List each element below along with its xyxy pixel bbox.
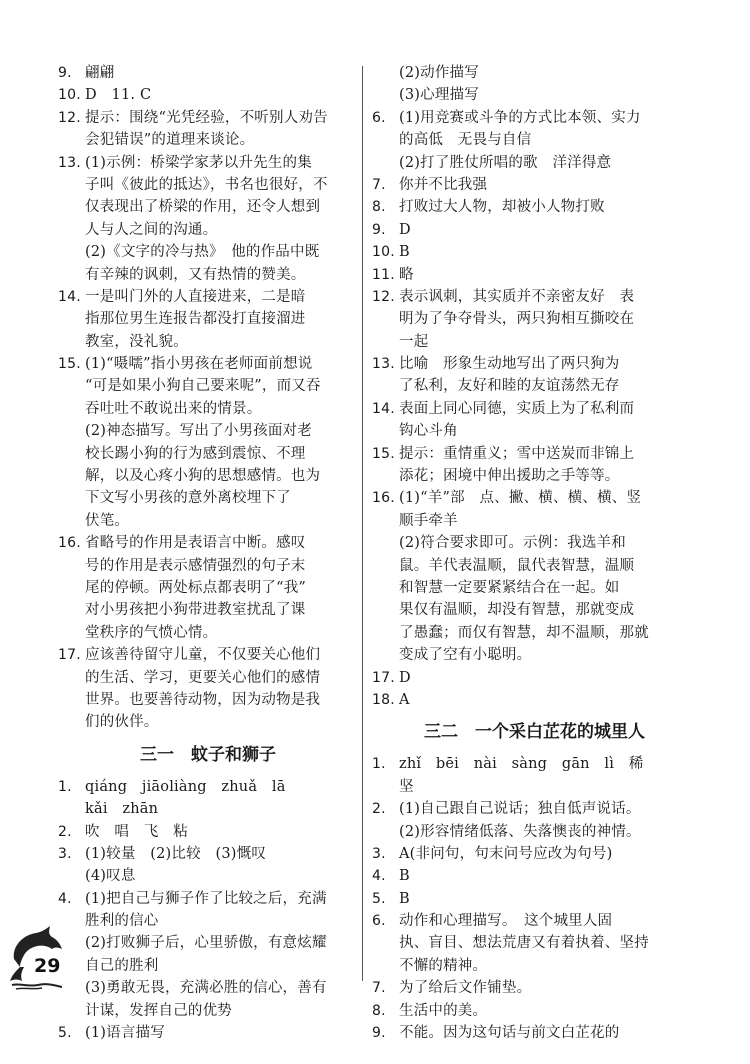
answer-text: (1)示例：桥梁学家茅以升先生的集 xyxy=(85,154,312,171)
answer-line xyxy=(58,219,358,241)
answer-text: (1)“嗫嚅”指小男孩在老师面前想说 xyxy=(85,356,313,373)
answer-line xyxy=(58,241,358,263)
answer-line xyxy=(372,667,697,689)
answer-line xyxy=(372,286,697,308)
answer-line xyxy=(58,910,358,932)
answer-line xyxy=(372,398,697,420)
answer-text: (3)心理描写 xyxy=(399,87,479,104)
answer-text: 省略号的作用是表语言中断。感叹 xyxy=(85,535,306,552)
answer-line xyxy=(372,622,697,644)
question-number: 9. xyxy=(372,221,386,238)
answer-text: 提示：围绕“光凭经验，不听别人劝告 xyxy=(85,109,328,126)
answer-line xyxy=(58,711,358,733)
answer-line xyxy=(58,264,358,286)
left-column xyxy=(58,62,358,1044)
answer-text: (2)动作描写 xyxy=(399,65,479,81)
answer-text: 尾的停顿。两处标点都表明了“我” xyxy=(85,579,307,596)
question-number: 10. xyxy=(58,87,81,104)
answer-line xyxy=(372,798,697,820)
answer-line xyxy=(372,331,697,353)
question-number: 14. xyxy=(372,400,395,417)
answer-text: 钩心斗角 xyxy=(399,423,458,440)
question-number: 14. xyxy=(58,288,81,305)
question-number: 13. xyxy=(372,356,395,373)
answer-line xyxy=(372,1000,697,1022)
question-number: 4. xyxy=(372,868,386,885)
answer-line xyxy=(372,443,697,465)
answer-text: 校长踢小狗的行为感到震惊、不理 xyxy=(85,445,306,462)
answer-text: 计谋，发挥自己的优势 xyxy=(85,1002,232,1019)
answer-text: A(非问句，句末问号应改为句号) xyxy=(399,845,613,862)
answer-text: 吞吐吐不敢说出来的情景。 xyxy=(85,400,262,417)
answer-text: 伏笔。 xyxy=(85,512,130,529)
question-number: 17. xyxy=(372,669,395,686)
answer-line xyxy=(372,196,697,218)
answer-line xyxy=(372,888,697,910)
answer-text: 略 xyxy=(399,266,414,283)
question-number: 5. xyxy=(58,1025,72,1042)
answer-line xyxy=(58,1022,358,1044)
question-number: 12. xyxy=(372,288,395,305)
question-number: 1. xyxy=(372,756,386,773)
answer-line xyxy=(58,798,358,820)
answer-line xyxy=(372,753,697,775)
answer-text: 表示讽刺，其实质并不亲密友好 表 xyxy=(399,288,635,305)
question-number: 9. xyxy=(372,1025,386,1042)
answer-line xyxy=(58,577,358,599)
answer-line xyxy=(58,821,358,843)
answer-text: 明为了争夺骨头，两只狗相互撕咬在 xyxy=(399,311,635,328)
answer-text: 为了给后文作铺垫。 xyxy=(399,980,532,997)
answer-line xyxy=(372,129,697,151)
answer-text: (2)打了胜仗所唱的歌 洋洋得意 xyxy=(399,154,612,171)
answer-line xyxy=(372,353,697,375)
answer-text: 表面上同心同德，实质上为了私利而 xyxy=(399,400,635,417)
answer-text: 的生活、学习，更要关心他们的感情 xyxy=(85,669,321,686)
answer-text: 胜利的信心 xyxy=(85,913,159,930)
answer-text: 下文写小男孩的意外离校埋下了 xyxy=(85,490,291,507)
answer-text: 不懈的精神。 xyxy=(399,957,488,974)
question-number: 2. xyxy=(372,801,386,818)
answer-line xyxy=(372,420,697,442)
answer-line xyxy=(58,622,358,644)
answer-text: 动作和心理描写。 这个城里人固 xyxy=(399,913,613,930)
answer-text: zhǐ bēi nài sàng gān lì 稀 xyxy=(399,756,644,773)
answer-line xyxy=(372,577,697,599)
answer-text: 果仅有温顺，却没有智慧，那就变成 xyxy=(399,602,635,619)
answer-line xyxy=(58,286,358,308)
answer-line xyxy=(58,62,358,84)
answer-text: 吹 唱 飞 粘 xyxy=(85,823,188,840)
answer-text: (4)叹息 xyxy=(85,868,136,885)
answer-line xyxy=(58,196,358,218)
answer-text: (1)把自己与狮子作了比较之后，充满 xyxy=(85,890,327,907)
answer-line xyxy=(58,644,358,666)
answer-line xyxy=(58,843,358,865)
answer-line xyxy=(58,487,358,509)
answer-text: 变成了空有小聪明。 xyxy=(399,647,532,664)
question-number: 15. xyxy=(58,356,81,373)
question-number: 6. xyxy=(372,913,386,930)
answer-text: B xyxy=(399,244,410,261)
answer-line xyxy=(372,510,697,532)
question-number: 16. xyxy=(58,535,81,552)
answer-text: (1)“羊”部 点、撇、横、横、横、竖 xyxy=(399,490,642,507)
answer-text: 子叫《彼此的抵达》，书名也很好，不 xyxy=(85,176,328,193)
answer-text: 坚 xyxy=(399,778,414,795)
answer-line xyxy=(58,375,358,397)
answer-text: (2)《文字的冷与热》 他的作品中既 xyxy=(85,244,320,261)
answer-line xyxy=(372,375,697,397)
answer-text: 比喻 形象生动地写出了两只狗为 xyxy=(399,356,620,373)
question-number: 8. xyxy=(372,199,386,216)
answer-line xyxy=(372,932,697,954)
answer-text: D xyxy=(399,221,411,238)
answer-line xyxy=(58,420,358,442)
answer-text: 应该善待留守儿童，不仅要关心他们 xyxy=(85,647,321,664)
answer-line xyxy=(372,977,697,999)
answer-line xyxy=(58,776,358,798)
answer-text: (1)自己跟自己说话；独自低声说话。 xyxy=(399,801,641,818)
answer-line xyxy=(372,84,697,106)
answer-line xyxy=(372,487,697,509)
answer-line xyxy=(372,555,697,577)
question-number: 18. xyxy=(372,691,395,708)
answer-text: 添花；困境中伸出援助之手等等。 xyxy=(399,468,620,485)
question-number: 7. xyxy=(372,176,386,193)
answer-text: 生活中的美。 xyxy=(399,1002,488,1019)
answer-text: B xyxy=(399,890,410,907)
answer-text: (2)形容情绪低落、失落懊丧的神情。 xyxy=(399,823,641,840)
answer-line xyxy=(372,599,697,621)
answer-text: 指那位男生连报告都没打直接溜进 xyxy=(85,311,306,328)
answer-text: kǎi zhān xyxy=(85,801,159,818)
answer-line xyxy=(372,62,697,84)
answer-line xyxy=(58,107,358,129)
answer-text: D 11. C xyxy=(85,87,152,104)
question-number: 16. xyxy=(372,490,395,507)
question-number: 10. xyxy=(372,244,395,261)
question-number: 17. xyxy=(58,647,81,664)
question-number: 7. xyxy=(372,980,386,997)
answer-line xyxy=(58,932,358,954)
answer-line xyxy=(372,174,697,196)
question-number: 15. xyxy=(372,445,395,462)
answer-text: 会犯错误”的道理来谈论。 xyxy=(85,132,255,149)
answer-line xyxy=(58,174,358,196)
answer-line xyxy=(58,1000,358,1022)
answer-line xyxy=(58,888,358,910)
answer-line xyxy=(372,644,697,666)
right-column xyxy=(372,62,697,1044)
answer-text: 自己的胜利 xyxy=(85,957,159,974)
section-heading: 三一 蚊子和狮子 xyxy=(140,744,276,765)
answer-text: 提示：重情重义；雪中送炭而非锦上 xyxy=(399,445,635,462)
answer-line xyxy=(58,689,358,711)
answer-line xyxy=(58,84,358,106)
answer-text: 执、盲目、想法荒唐又有着执着、坚持 xyxy=(399,935,649,952)
answer-line xyxy=(58,865,358,887)
answer-text: D xyxy=(399,669,411,686)
answer-text: (3)勇敢无畏，充满必胜的信心，善有 xyxy=(85,980,327,997)
question-number: 2. xyxy=(58,823,72,840)
answer-text: 仅表现出了桥梁的作用，还令人想到 xyxy=(85,199,321,216)
answer-text: 堂秩序的气愤心情。 xyxy=(85,624,218,641)
question-number: 3. xyxy=(372,845,386,862)
answer-line xyxy=(58,532,358,554)
question-number: 12. xyxy=(58,109,81,126)
question-number: 3. xyxy=(58,845,72,862)
answer-line xyxy=(372,865,697,887)
answer-line xyxy=(58,353,358,375)
answer-text: (1)较量 (2)比较 (3)慨叹 xyxy=(85,845,267,862)
answer-line xyxy=(58,977,358,999)
answer-line xyxy=(372,241,697,263)
answer-line xyxy=(372,152,697,174)
answer-text: 了私利，友好和睦的友谊荡然无存 xyxy=(399,378,620,395)
answer-text: 一是叫门外的人直接进来，二是暗 xyxy=(85,288,306,305)
answer-text: 鼠。羊代表温顺，鼠代表智慧，温顺 xyxy=(399,557,635,574)
answer-text: (2)神态描写。写出了小男孩面对老 xyxy=(85,423,312,440)
answer-text: 们的伙伴。 xyxy=(85,714,159,731)
answer-text: (1)用竞赛或斗争的方式比本领、实力 xyxy=(399,109,641,126)
answer-line xyxy=(58,129,358,151)
answer-line xyxy=(372,821,697,843)
answer-line xyxy=(58,465,358,487)
answer-line xyxy=(372,532,697,554)
answer-line xyxy=(372,219,697,241)
answer-text: 号的作用是表示感情强烈的句子末 xyxy=(85,557,306,574)
answer-line xyxy=(58,443,358,465)
answer-line xyxy=(58,599,358,621)
answer-line xyxy=(372,308,697,330)
question-number: 1. xyxy=(58,778,72,795)
answer-line xyxy=(372,910,697,932)
answer-line xyxy=(372,689,697,711)
answer-text: A xyxy=(399,691,410,708)
question-number: 8. xyxy=(372,1002,386,1019)
answer-line xyxy=(58,555,358,577)
question-number: 13. xyxy=(58,154,81,171)
answer-text: 打败过大人物，却被小人物打败 xyxy=(399,199,605,216)
answer-text: 了愚蠢；而仅有智慧，却不温顺，那就 xyxy=(399,624,649,641)
answer-text: 解，以及心疼小狗的思想感情。也为 xyxy=(85,468,321,485)
question-number: 5. xyxy=(372,890,386,907)
answer-text: “可是如果小狗自己要来呢”，而又吞 xyxy=(85,378,321,395)
answer-text: 教室，没礼貌。 xyxy=(85,333,188,350)
question-number: 6. xyxy=(372,109,386,126)
answer-line xyxy=(372,465,697,487)
answer-text: 世界。也要善待动物，因为动物是我 xyxy=(85,691,321,708)
page-number: 29 xyxy=(34,955,61,977)
answer-text: 和智慧一定要紧紧结合在一起。如 xyxy=(399,579,620,596)
answer-text: (1)语言描写 xyxy=(85,1025,165,1042)
question-number: 9. xyxy=(58,65,72,81)
answer-text: 一起 xyxy=(399,333,429,350)
answer-text: B xyxy=(399,868,410,885)
answer-line xyxy=(58,667,358,689)
answer-line xyxy=(58,398,358,420)
answer-text: 有辛辣的讽刺，又有热情的赞美。 xyxy=(85,266,306,283)
answer-text: 的高低 无畏与自信 xyxy=(399,132,532,149)
answer-text: 顺手牵羊 xyxy=(399,512,458,529)
answer-line xyxy=(372,264,697,286)
answer-text: (2)打败狮子后，心里骄傲，有意炫耀 xyxy=(85,935,327,952)
answer-line xyxy=(372,107,697,129)
answer-text: 不能。因为这句话与前文白芷花的 xyxy=(399,1025,620,1042)
answer-line xyxy=(372,1022,697,1044)
answer-line xyxy=(372,776,697,798)
answer-text: (2)符合要求即可。示例：我选羊和 xyxy=(399,535,626,552)
answer-text: qiáng jiāoliàng zhuǎ lā xyxy=(85,778,286,795)
answer-text: 你并不比我强 xyxy=(399,176,488,193)
answer-text: 对小男孩把小狗带进教室扰乱了课 xyxy=(85,602,306,619)
question-number: 11. xyxy=(372,266,395,283)
answer-text: 翩翩 xyxy=(85,65,115,81)
answer-text: 人与人之间的沟通。 xyxy=(85,221,218,238)
question-number: 4. xyxy=(58,890,72,907)
answer-line xyxy=(372,955,697,977)
answer-line xyxy=(58,510,358,532)
answer-line xyxy=(58,308,358,330)
answer-line xyxy=(372,843,697,865)
section-heading: 三二 一个采白芷花的城里人 xyxy=(424,722,645,743)
answer-line xyxy=(58,331,358,353)
answer-line xyxy=(58,152,358,174)
answer-line xyxy=(58,955,358,977)
column-divider xyxy=(362,66,363,981)
